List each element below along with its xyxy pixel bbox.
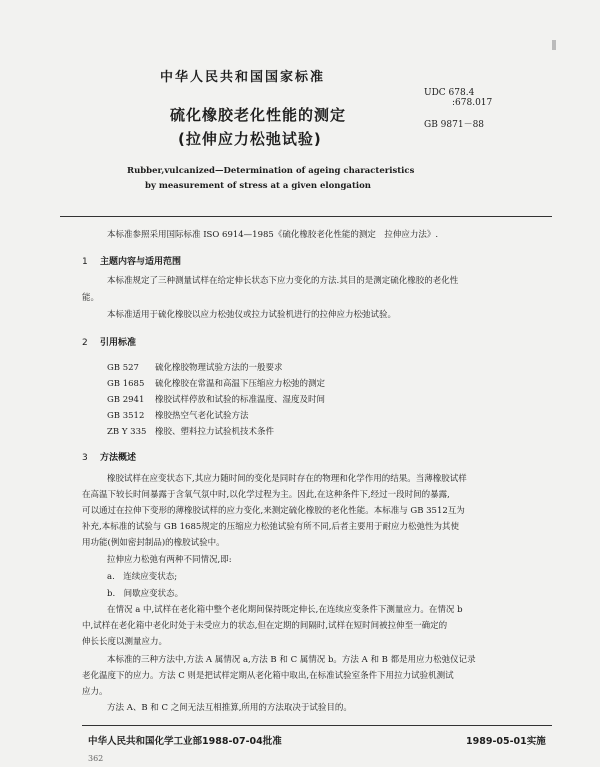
list-item-a: a. 连续应变状态; (107, 572, 178, 582)
section-1-paragraph: 本标准适用于硫化橡胶以应力松弛仪或拉力试验机进行的拉伸应力松弛试验。 (107, 310, 397, 320)
footer-rule (82, 725, 552, 726)
reference-code: GB 3512 (107, 411, 145, 421)
section-3-line: 用功能(例如密封制品)的橡胶试验中。 (82, 538, 225, 548)
english-title-line1: Rubber,vulcanized—Determination of ageing characteristics (127, 166, 415, 176)
reference-title: 橡胶、塑料拉力试验机技术条件 (155, 427, 275, 437)
section-3-line: 在高温下较长时间暴露于含氧气氛中时,以化学过程为主。因此,在这种条件下,经过一段时间的暴露, (82, 490, 450, 500)
section-3-line: 中,试样在老化箱中老化时处于未受应力的状态,但在定期的间隔时,试样在短时间被拉伸至一确定的 (82, 621, 448, 631)
section-3-line: 橡胶试样在应变状态下,其应力随时间的变化是同时存在的物理和化学作用的结果。当薄橡胶试样 (107, 474, 467, 484)
section-3-line: 拉伸应力松弛有两种不同情况,即: (107, 555, 232, 565)
section-3-line: 可以通过在拉伸下变形的薄橡胶试样的应力变化,来测定硫化橡胶的老化性能。本标准与 GB 3512互为 (82, 506, 465, 516)
page-number: 362 (88, 754, 104, 763)
section-title: 主题内容与适用范围 (100, 257, 182, 267)
reference-code: GB 527 (107, 363, 139, 373)
section-2-heading (82, 335, 136, 348)
reference-item (107, 377, 325, 389)
section-3-heading (82, 450, 136, 463)
reference-code: ZB Y 335 (107, 427, 147, 437)
effective-date: 1989-05-01实施 (466, 736, 546, 747)
section-3-line: 补充,本标准的试验与 GB 1685规定的压缩应力松弛试验有所不同,后者主要用于耐应力松弛性为其使 (82, 522, 459, 532)
list-item-b: b. 间歇应变状态。 (107, 589, 184, 599)
section-1-paragraph-line: 本标准规定了三种测量试样在给定伸长状态下应力变化的方法.其目的是测定硫化橡胶的老化性 (107, 276, 459, 286)
section-1-heading (82, 254, 181, 267)
section-title: 引用标准 (100, 338, 137, 348)
intro-paragraph: 本标准参照采用国际标准 ISO 6914—1985《硫化橡胶老化性能的测定 拉伸应力法》. (107, 230, 439, 240)
section-3-line: 老化温度下的应力。方法 C 则是把试样定期从老化箱中取出,在标准试验室条件下用拉力试验机测试 (82, 671, 454, 681)
udc-code: UDC 678.4 (424, 88, 475, 98)
doc-title: 硫化橡胶老化性能的测定 (170, 106, 347, 124)
header-rule (60, 216, 552, 217)
standard-name: 中华人民共和国国家标准 (160, 70, 326, 85)
reference-item (107, 425, 274, 437)
reference-title: 硫化橡胶在常温和高温下压缩应力松弛的测定 (155, 379, 326, 389)
section-3-line: 方法 A、B 和 C 之间无法互相推算,所用的方法取决于试验目的。 (107, 703, 352, 713)
english-title-line2: by measurement of stress at a given elongation (145, 181, 371, 191)
reference-title: 橡胶试样停放和试验的标准温度、湿度及时间 (155, 395, 326, 405)
section-3-line: 在情况 a 中,试样在老化箱中整个老化期间保持既定伸长,在连续应变条件下测量应力。在情况 b (107, 605, 463, 615)
section-3-line: 应力。 (82, 687, 108, 697)
approval-line: 中华人民共和国化学工业部1988-07-04批准 (88, 736, 282, 747)
gb-number: GB 9871－88 (424, 120, 485, 130)
reference-item (107, 361, 283, 373)
section-number: 3 (82, 453, 88, 463)
reference-item (107, 409, 249, 421)
udc-code-sub: :678.017 (452, 98, 493, 108)
section-3-line: 本标准的三种方法中,方法 A 属情况 a,方法 B 和 C 属情况 b。方法 A 和 B 都是用应力松弛仪记录 (107, 655, 476, 665)
reference-code: GB 1685 (107, 379, 145, 389)
section-1-paragraph-line: 能。 (82, 293, 100, 303)
section-title: 方法概述 (100, 453, 137, 463)
reference-item (107, 393, 325, 405)
reference-title: 硫化橡胶物理试验方法的一般要求 (155, 363, 283, 373)
scan-mark (552, 40, 556, 50)
reference-code: GB 2941 (107, 395, 145, 405)
section-number: 2 (82, 338, 88, 348)
doc-subtitle: (拉伸应力松弛试验) (178, 130, 322, 148)
section-3-line: 伸长长度以测量应力。 (82, 637, 168, 647)
section-number: 1 (82, 257, 88, 267)
reference-title: 橡胶热空气老化试验方法 (155, 411, 249, 421)
